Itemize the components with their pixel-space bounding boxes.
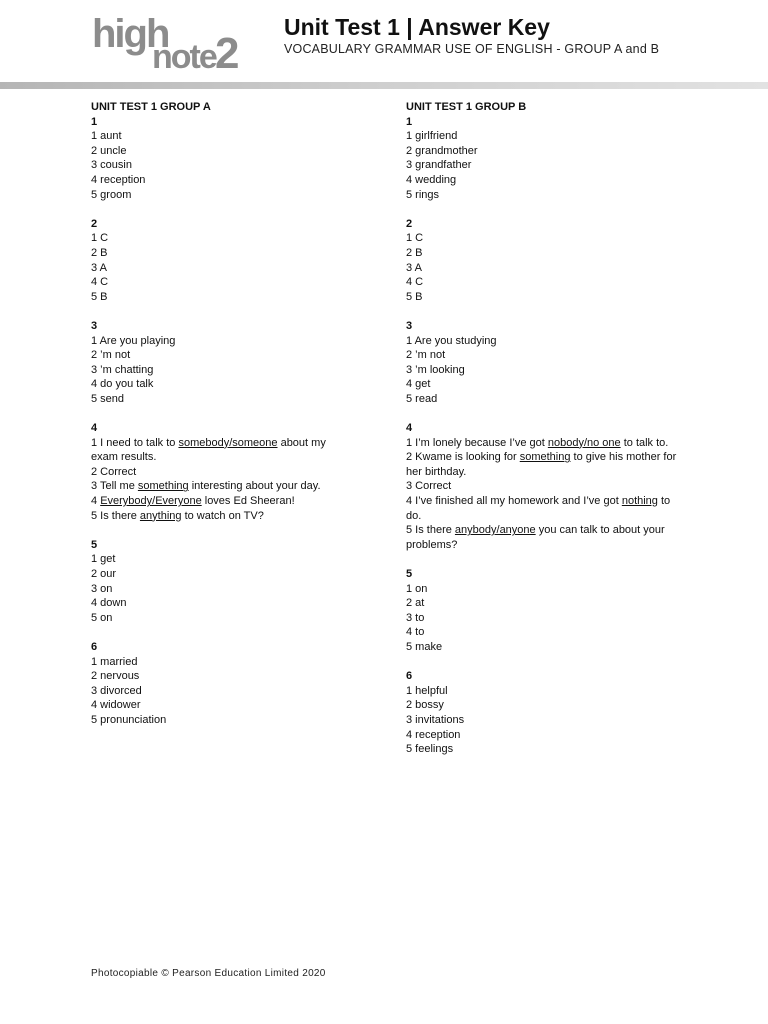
answer-text: 3 cousin <box>91 159 132 172</box>
answer-text: 2 nervous <box>91 670 140 683</box>
group-b-column <box>406 100 681 771</box>
underlined-answer: something <box>519 451 571 464</box>
answer-item <box>406 275 681 290</box>
answer-item <box>91 479 351 494</box>
answer-section <box>91 538 351 626</box>
answer-section <box>406 319 681 407</box>
answer-item <box>406 742 681 757</box>
answer-item <box>406 377 681 392</box>
answer-text: 2 Kwame is looking for <box>406 451 520 464</box>
answer-text: 4 reception <box>91 173 146 186</box>
answer-text: 5 on <box>91 611 113 624</box>
answer-text: 3 on <box>91 582 113 595</box>
answer-text: 1 get <box>91 553 116 566</box>
answer-section <box>91 115 351 203</box>
answer-item <box>406 173 681 188</box>
underlined-answer: nobody/no one <box>547 436 621 449</box>
answer-text: 2 our <box>91 568 117 580</box>
answer-item <box>91 669 351 684</box>
answer-item <box>406 129 681 144</box>
answer-item <box>91 290 351 305</box>
header-divider <box>0 82 768 89</box>
answer-item <box>91 698 351 713</box>
answer-text: to watch on TV? <box>181 509 264 522</box>
answer-item <box>406 479 681 494</box>
section-number: 4 <box>91 422 98 435</box>
answer-text: 1 married <box>91 655 138 668</box>
answer-text: 4 reception <box>406 728 461 741</box>
answer-item <box>91 713 351 728</box>
answer-text: 5 B <box>91 290 108 303</box>
answer-item <box>406 450 681 479</box>
answer-text: 1 aunt <box>91 130 122 143</box>
answer-section <box>406 115 681 203</box>
answer-text: 2 Correct <box>91 465 137 478</box>
answer-item <box>406 582 681 597</box>
answer-text: 3 Tell me <box>91 480 138 493</box>
answer-item <box>91 436 351 465</box>
answer-text: 3 ’m looking <box>406 363 465 376</box>
answer-item <box>91 377 351 392</box>
underlined-answer: somebody/someone <box>178 436 278 449</box>
answer-section <box>91 319 351 407</box>
answer-item <box>91 144 351 159</box>
answer-item <box>406 246 681 261</box>
answer-item <box>406 494 681 523</box>
answer-text: interesting about your day. <box>188 480 321 493</box>
answer-text: 1 Are you playing <box>91 334 176 347</box>
underlined-answer: something <box>137 480 189 493</box>
answer-text: 1 I’m lonely because I’ve got <box>406 436 548 449</box>
answer-item <box>406 728 681 743</box>
answer-item <box>406 334 681 349</box>
answer-text: 2 B <box>406 246 423 259</box>
section-number: 5 <box>91 538 98 551</box>
answer-text: 4 C <box>91 276 109 289</box>
answer-section <box>91 217 351 305</box>
answer-text: 3 divorced <box>91 684 142 697</box>
answer-item <box>91 261 351 276</box>
answer-item <box>406 713 681 728</box>
group-a-heading: UNIT TEST 1 GROUP A <box>91 101 211 113</box>
answer-text: 5 send <box>91 392 125 405</box>
answer-item <box>91 655 351 670</box>
answer-item <box>406 158 681 173</box>
answer-item <box>91 348 351 363</box>
answer-text: 2 ’m not <box>91 349 131 362</box>
group-a-sections <box>91 115 351 728</box>
answer-section <box>406 217 681 305</box>
answer-text: 3 ’m chatting <box>91 363 154 376</box>
group-b-sections <box>406 115 681 757</box>
answer-text: 4 <box>91 495 101 508</box>
answer-text: 2 ’m not <box>406 349 446 362</box>
section-number: 1 <box>406 115 413 128</box>
answer-item <box>406 523 681 552</box>
answer-text: 4 do you talk <box>91 378 154 391</box>
answer-text: 4 widower <box>91 699 141 712</box>
answer-text: 2 uncle <box>91 144 127 157</box>
answer-text: 3 invitations <box>406 713 465 726</box>
answer-item <box>91 275 351 290</box>
answer-text: 5 Is there <box>91 509 140 522</box>
answer-item <box>91 684 351 699</box>
page-subtitle: VOCABULARY GRAMMAR USE OF ENGLISH - GROUP A and B <box>284 42 660 56</box>
answer-item <box>406 436 681 451</box>
logo-digit: 2 <box>215 29 240 78</box>
answer-item <box>91 246 351 261</box>
answer-item <box>91 173 351 188</box>
answer-item <box>406 392 681 407</box>
logo-word-high: high <box>92 12 169 56</box>
section-number: 6 <box>91 640 98 653</box>
answer-item <box>91 465 351 480</box>
answer-item <box>91 596 351 611</box>
answer-section <box>91 421 351 523</box>
answer-text: 5 pronunciation <box>91 713 167 726</box>
answer-text: 1 girlfriend <box>406 130 458 143</box>
section-number: 3 <box>406 319 413 332</box>
answer-text: 3 to <box>406 611 425 624</box>
answer-text: 1 C <box>91 232 109 245</box>
answer-text: you can talk to about your problems? <box>406 524 665 551</box>
underlined-answer: anybody/anyone <box>454 524 536 537</box>
answer-section <box>406 421 681 552</box>
answer-text: to do. <box>406 495 671 522</box>
answer-text: 3 A <box>406 261 422 274</box>
section-number: 4 <box>406 422 413 435</box>
answer-text: to give his mother for her birthday. <box>406 451 677 478</box>
answer-text: 2 bossy <box>406 699 444 712</box>
section-number: 6 <box>406 670 413 683</box>
section-number: 1 <box>91 115 98 128</box>
answer-item <box>91 231 351 246</box>
answer-text: 5 Is there <box>406 524 455 537</box>
answer-item <box>406 144 681 159</box>
answer-text: 3 Correct <box>406 480 452 493</box>
answer-item <box>91 494 351 509</box>
answer-text: 1 I need to talk to <box>91 436 179 449</box>
section-number: 2 <box>91 217 98 230</box>
answer-item <box>91 129 351 144</box>
answer-text: 4 I’ve finished all my homework and I’ve got <box>406 495 622 508</box>
answer-item <box>406 348 681 363</box>
underlined-answer: Everybody/Everyone <box>100 495 202 508</box>
group-a-column <box>91 100 351 742</box>
answer-item <box>91 509 351 524</box>
answer-text: about my exam results. <box>91 436 326 464</box>
answer-section <box>406 669 681 757</box>
answer-text: 5 rings <box>406 188 440 201</box>
answer-item <box>406 261 681 276</box>
answer-text: 5 make <box>406 640 443 653</box>
answer-item <box>91 552 351 567</box>
answer-text: 1 on <box>406 582 428 595</box>
answer-text: loves Ed Sheeran! <box>201 495 295 508</box>
answer-text: 4 C <box>406 276 424 289</box>
answer-item <box>406 188 681 203</box>
answer-text: 4 to <box>406 626 425 639</box>
answer-text: 5 groom <box>91 188 132 201</box>
answer-text: 3 grandfather <box>406 159 472 172</box>
answer-item <box>406 290 681 305</box>
answer-item <box>91 363 351 378</box>
answer-item <box>406 625 681 640</box>
answer-item <box>406 684 681 699</box>
answer-section <box>91 640 351 728</box>
answer-text: 2 grandmother <box>406 144 478 157</box>
answer-item <box>406 231 681 246</box>
answer-text: 4 wedding <box>406 173 457 186</box>
answer-item <box>91 188 351 203</box>
answer-item <box>406 640 681 655</box>
section-number: 2 <box>406 217 413 230</box>
group-b-heading: UNIT TEST 1 GROUP B <box>406 101 527 113</box>
answer-item <box>91 392 351 407</box>
high-note-2-logo <box>92 12 252 78</box>
answer-item <box>406 363 681 378</box>
answer-text: 3 A <box>91 261 107 274</box>
answer-item <box>91 582 351 597</box>
underlined-answer: anything <box>139 509 182 522</box>
answer-item <box>91 611 351 626</box>
answer-item <box>91 567 351 582</box>
answer-section <box>406 567 681 655</box>
answer-text: 1 helpful <box>406 684 448 697</box>
answer-item <box>406 596 681 611</box>
answer-text: 2 B <box>91 246 108 259</box>
answer-text: to talk to. <box>620 436 669 449</box>
underlined-answer: nothing <box>621 495 658 508</box>
answer-text: 1 Are you studying <box>406 334 497 347</box>
page-title: Unit Test 1 | Answer Key <box>284 14 550 40</box>
answer-text: 2 at <box>406 597 425 610</box>
answer-item <box>406 698 681 713</box>
answer-text: 4 get <box>406 378 431 391</box>
answer-text: 5 feelings <box>406 743 454 756</box>
section-number: 5 <box>406 568 413 580</box>
logo-word-note: note <box>152 38 216 76</box>
answer-item <box>91 158 351 173</box>
section-number: 3 <box>91 319 98 332</box>
answer-item <box>406 611 681 626</box>
answer-text: 5 read <box>406 392 438 405</box>
answer-item <box>91 334 351 349</box>
answer-text: 4 down <box>91 597 127 610</box>
copyright-footer: Photocopiable © Pearson Education Limited 2020 <box>91 968 326 979</box>
answer-text: 5 B <box>406 290 423 303</box>
answer-text: 1 C <box>406 232 424 245</box>
